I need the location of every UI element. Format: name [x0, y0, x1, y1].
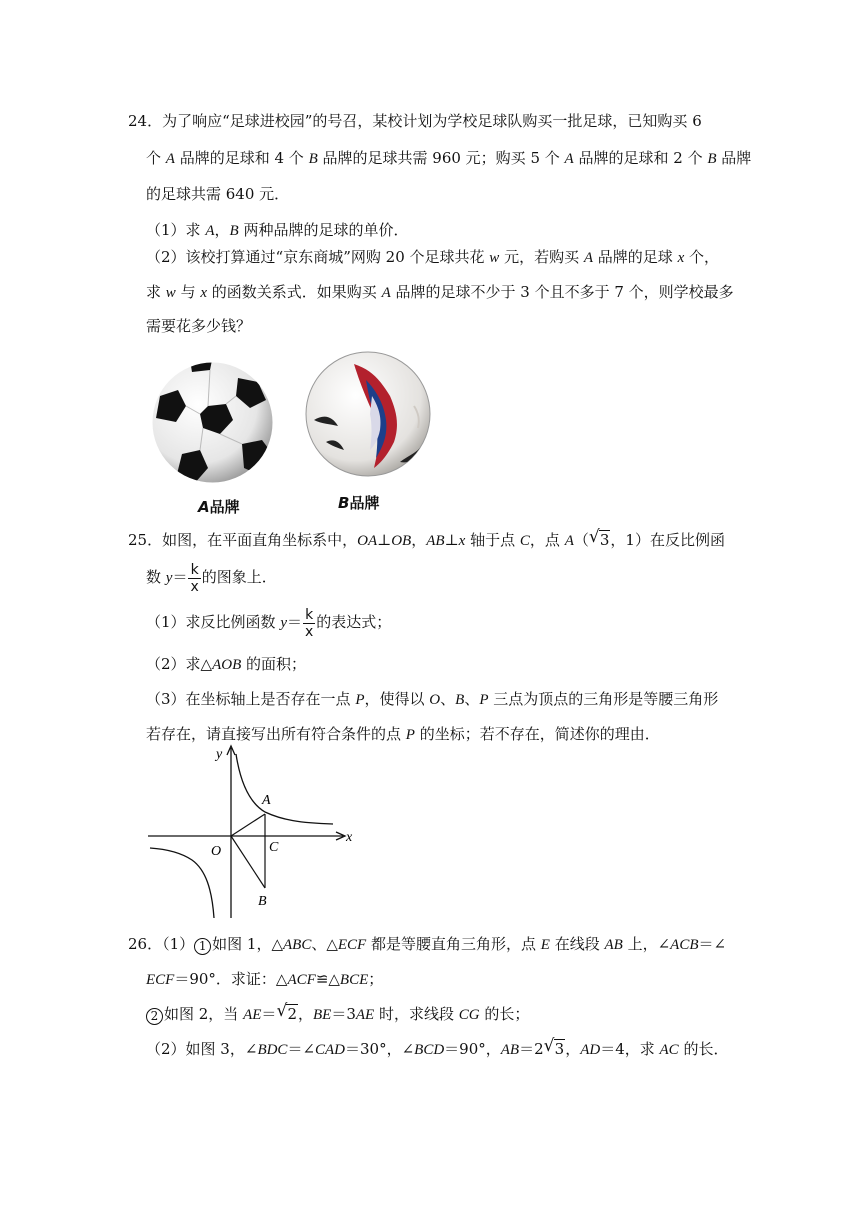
label-y: y	[216, 747, 223, 762]
q25-coordinate-figure	[140, 740, 380, 920]
q24-line-3: 的足球共需 640 元．	[146, 185, 290, 203]
q24-part-1: （1）求 A，B 两种品牌的足球的单价．	[146, 221, 409, 239]
q25-part-3-line-2: 若存在，请直接写出所有符合条件的点 P 的坐标；若不存在，简述你的理由．	[146, 725, 660, 743]
question-number: 26．	[128, 935, 163, 953]
segment-oa	[231, 814, 265, 836]
circled-number-1: 1	[194, 938, 211, 955]
fraction-k-over-x: $\frac{k}{x}$	[305, 606, 314, 640]
q25-part-3: （3）在坐标轴上是否存在一点 P，使得以 O、B、P 三点为顶点的三角形是等腰三角形	[146, 690, 719, 708]
label-o: O	[211, 844, 222, 859]
ball-b-caption: B品牌	[338, 494, 380, 512]
question-number: 24．	[128, 112, 163, 130]
soccer-ball-b-image	[304, 350, 432, 478]
q26-line-4: （2）如图 3，∠BDC＝∠CAD＝30°，∠BCD＝90°，AB＝2 √ 3，AD＝4，求 AC 的长．	[146, 1036, 729, 1058]
question-number: 25．	[128, 531, 163, 549]
label-c: C	[269, 840, 279, 855]
segment-ob	[231, 836, 265, 888]
q24-line-2: 个 A 品牌的足球和 4 个 B 品牌的足球共需 960 元；购买 5 个 A 品牌的足球和 2 个 B 品牌	[146, 149, 752, 167]
q24-part-2-line-3: 需要花多少钱？	[146, 317, 252, 335]
q25-line-2: 数 y＝ $\frac{k}{x}$ 的图象上．	[146, 561, 277, 595]
q25-part-1: （1）求反比例函数 y＝ $\frac{k}{x}$ 的表达式；	[146, 606, 392, 640]
sqrt-3: √ 3	[543, 1036, 565, 1058]
q24-part-2: （2）该校打算通过“京东商城”网购 20 个足球共花 w 元，若购买 A 品牌的足球 x 个，	[146, 248, 720, 266]
ball-a-caption: A品牌	[198, 498, 240, 516]
sqrt-2: √ 2	[276, 1001, 297, 1023]
sqrt-3: √ 3	[588, 527, 610, 549]
q25-line-1: 25．如图，在平面直角坐标系中，OA⊥OB，AB⊥x 轴于点 C，点 A（ √ 3，1）在反比例函	[128, 527, 725, 549]
hyperbola-branch-2	[150, 848, 214, 918]
q24-line-1: 24．为了响应“足球进校园”的号召，某校计划为学校足球队购买一批足球，已知购买 6	[128, 112, 702, 130]
fraction-k-over-x: $\frac{k}{x}$	[190, 561, 199, 595]
q25-part-2: （2）求△AOB 的面积；	[146, 655, 307, 673]
label-a: A	[262, 793, 271, 808]
hyperbola-branch-1	[236, 754, 333, 824]
label-b: B	[258, 894, 267, 909]
circled-number-2: 2	[146, 1008, 163, 1025]
q26-line-1: 26．（1） 1 如图 1，△ABC、△ECF 都是等腰直角三角形，点 E 在线段 AB 上，∠ACB＝∠	[128, 935, 727, 953]
soccer-ball-a-image	[150, 360, 275, 485]
q26-line-3: 2 如图 2，当 AE＝ √ 2，BE＝3AE 时，求线段 CG 的长；	[146, 1004, 529, 1025]
label-x: x	[346, 830, 353, 845]
q24-part-2-line-2: 求 w 与 x 的函数关系式．如果购买 A 品牌的足球不少于 3 个且不多于 7 个，则学校最多	[146, 283, 734, 301]
q26-line-2: ECF＝90°．求证：△ACF≌△BCE；	[146, 970, 384, 988]
